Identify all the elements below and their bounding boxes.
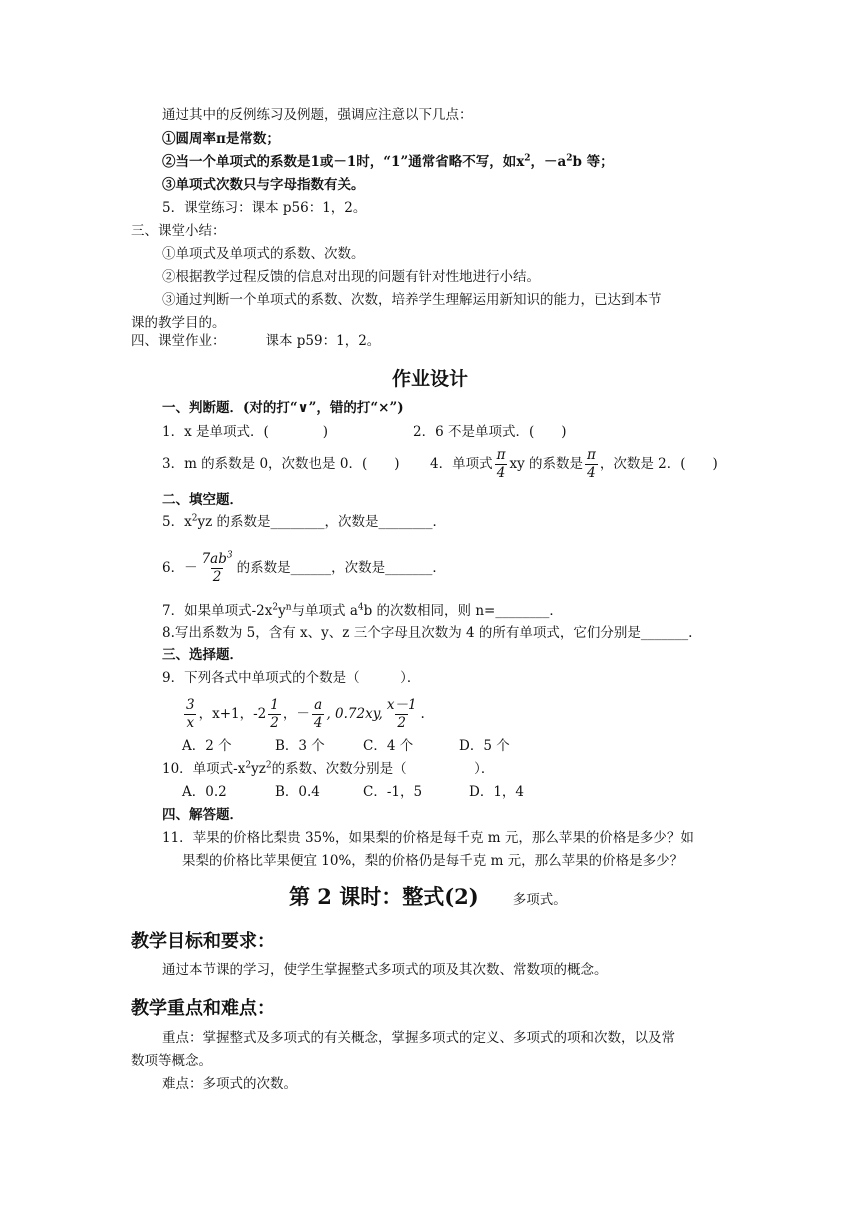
summary-item-1: ①单项式及单项式的系数、次数。 — [162, 246, 365, 262]
lesson2-title: 第 2 课时：整式(2) — [289, 884, 479, 909]
q10-option-a: A．0.2 — [182, 784, 227, 800]
summary-item-3a: ③通过判断一个单项式的系数、次数，培养学生理解运用新知识的能力，已达到本节 — [162, 292, 662, 308]
summary-item-2: ②根据教学过程反馈的信息对出现的问题有针对性地进行小结。 — [162, 269, 540, 285]
q9-option-b: B．3 个 — [275, 738, 325, 754]
q8: 8.写出系数为 5，含有 x、y、z 三个字母且次数为 4 的所有单项式，它们分别是_______. — [162, 625, 693, 641]
q4: 4．单项式 $\frac{\pi}{4}$ xy 的系数是 $\frac{\pi}{4}$ ，次数是 2．( ) — [430, 446, 718, 481]
point-2: ②当一个单项式的系数是1或－1时，“1”通常省略不写，如$x^2$，$-a^2b$ 等； — [162, 153, 614, 170]
lesson2-subtitle: 多项式。 — [512, 892, 567, 908]
homework: 四、课堂作业： 课本 p59：1，2。 — [131, 333, 381, 349]
design-title: 作业设计 — [391, 368, 468, 390]
part2-title: 二、填空题． — [162, 492, 243, 508]
q4-fraction-2: $\frac{\pi}{4}$ — [587, 446, 596, 481]
goals-heading: 教学目标和要求： — [131, 931, 275, 952]
point-1: ①圆周率π是常数； — [162, 131, 280, 147]
expr-fraction-3: $\frac{a}{4}$ — [313, 696, 323, 731]
q11-line-1: 11．苹果的价格比梨贵 35%，如果梨的价格是每千克 m 元，那么苹果的价格是多少？如 — [162, 830, 694, 846]
q10-option-c: C．-1，5 — [363, 784, 423, 800]
part1-title: 一、判断题．(对的打“∨”，错的打“×”) — [162, 400, 404, 416]
keypoints-heading: 教学重点和难点： — [131, 998, 275, 1019]
q10: 10．单项式$-x^2yz^2$的系数、次数分别是（ ）． — [162, 760, 495, 777]
expr-fraction-2: $\frac{1}{2}$ — [270, 696, 279, 731]
keypoints-text-2: 难点：多项式的次数。 — [162, 1076, 297, 1092]
goals-text: 通过本节课的学习，使学生掌握整式多项式的项及其次数、常数项的概念。 — [162, 962, 608, 978]
class-practice: 5．课堂练习：课本 p56：1，2。 — [162, 200, 367, 216]
q5: 5．$x^2yz$ 的系数是________，次数是________． — [162, 513, 446, 530]
expr-fraction-4: $\frac{x-1}{2}$ — [386, 696, 417, 731]
q9-option-d: D．5 个 — [459, 738, 510, 754]
expr-fraction-1: $\frac{3}{x}$ — [186, 696, 195, 731]
summary-heading: 三、课堂小结： — [131, 223, 226, 239]
q4-fraction-1: $\frac{\pi}{4}$ — [496, 446, 506, 481]
q1: 1．x 是单项式．( ) — [162, 424, 329, 440]
q9-expressions: $\frac{3}{x}$ ，x+1，-2 $\frac{1}{2}$ ，－ $\frac{a}{4}$ , 0.72xy, $\frac{x-1}{2}$ . — [186, 696, 425, 731]
q9-option-a: A．2 个 — [182, 738, 232, 754]
q6-fraction: $\frac{7ab^3}{2}$ — [201, 550, 233, 585]
q3: 3．m 的系数是 0，次数也是 0．( ) — [162, 456, 400, 472]
q9: 9．下列各式中单项式的个数是（ ）． — [162, 670, 421, 686]
q7: 7．如果单项式$-2x^2y^n$与单项式 $a^4b$ 的次数相同，则 n=________． — [162, 602, 563, 619]
q6: 6．－ $\frac{7ab^3}{2}$ 的系数是______，次数是_______． — [162, 550, 446, 585]
q2: 2．6 不是单项式．( ) — [413, 424, 567, 440]
part4-title: 四、解答题． — [162, 807, 243, 823]
q9-option-c: C．4 个 — [363, 738, 414, 754]
q10-option-b: B．0.4 — [275, 784, 320, 800]
part3-title: 三、选择题． — [162, 647, 243, 663]
q11-line-2: 果梨的价格比苹果便宜 10%，梨的价格仍是每千克 m 元，那么苹果的价格是多少？ — [182, 853, 684, 869]
q10-option-d: D．1，4 — [469, 784, 525, 800]
keypoints-text-1a: 重点：掌握整式及多项式的有关概念，掌握多项式的定义、多项式的项和次数，以及常 — [162, 1030, 675, 1046]
intro-text: 通过其中的反例练习及例题，强调应注意以下几点： — [162, 107, 473, 123]
summary-item-3b: 课的教学目的。 — [131, 315, 226, 331]
lesson2-heading — [289, 880, 567, 917]
keypoints-text-1b: 数项等概念。 — [131, 1053, 212, 1069]
point-3: ③单项式次数只与字母指数有关。 — [162, 177, 365, 193]
